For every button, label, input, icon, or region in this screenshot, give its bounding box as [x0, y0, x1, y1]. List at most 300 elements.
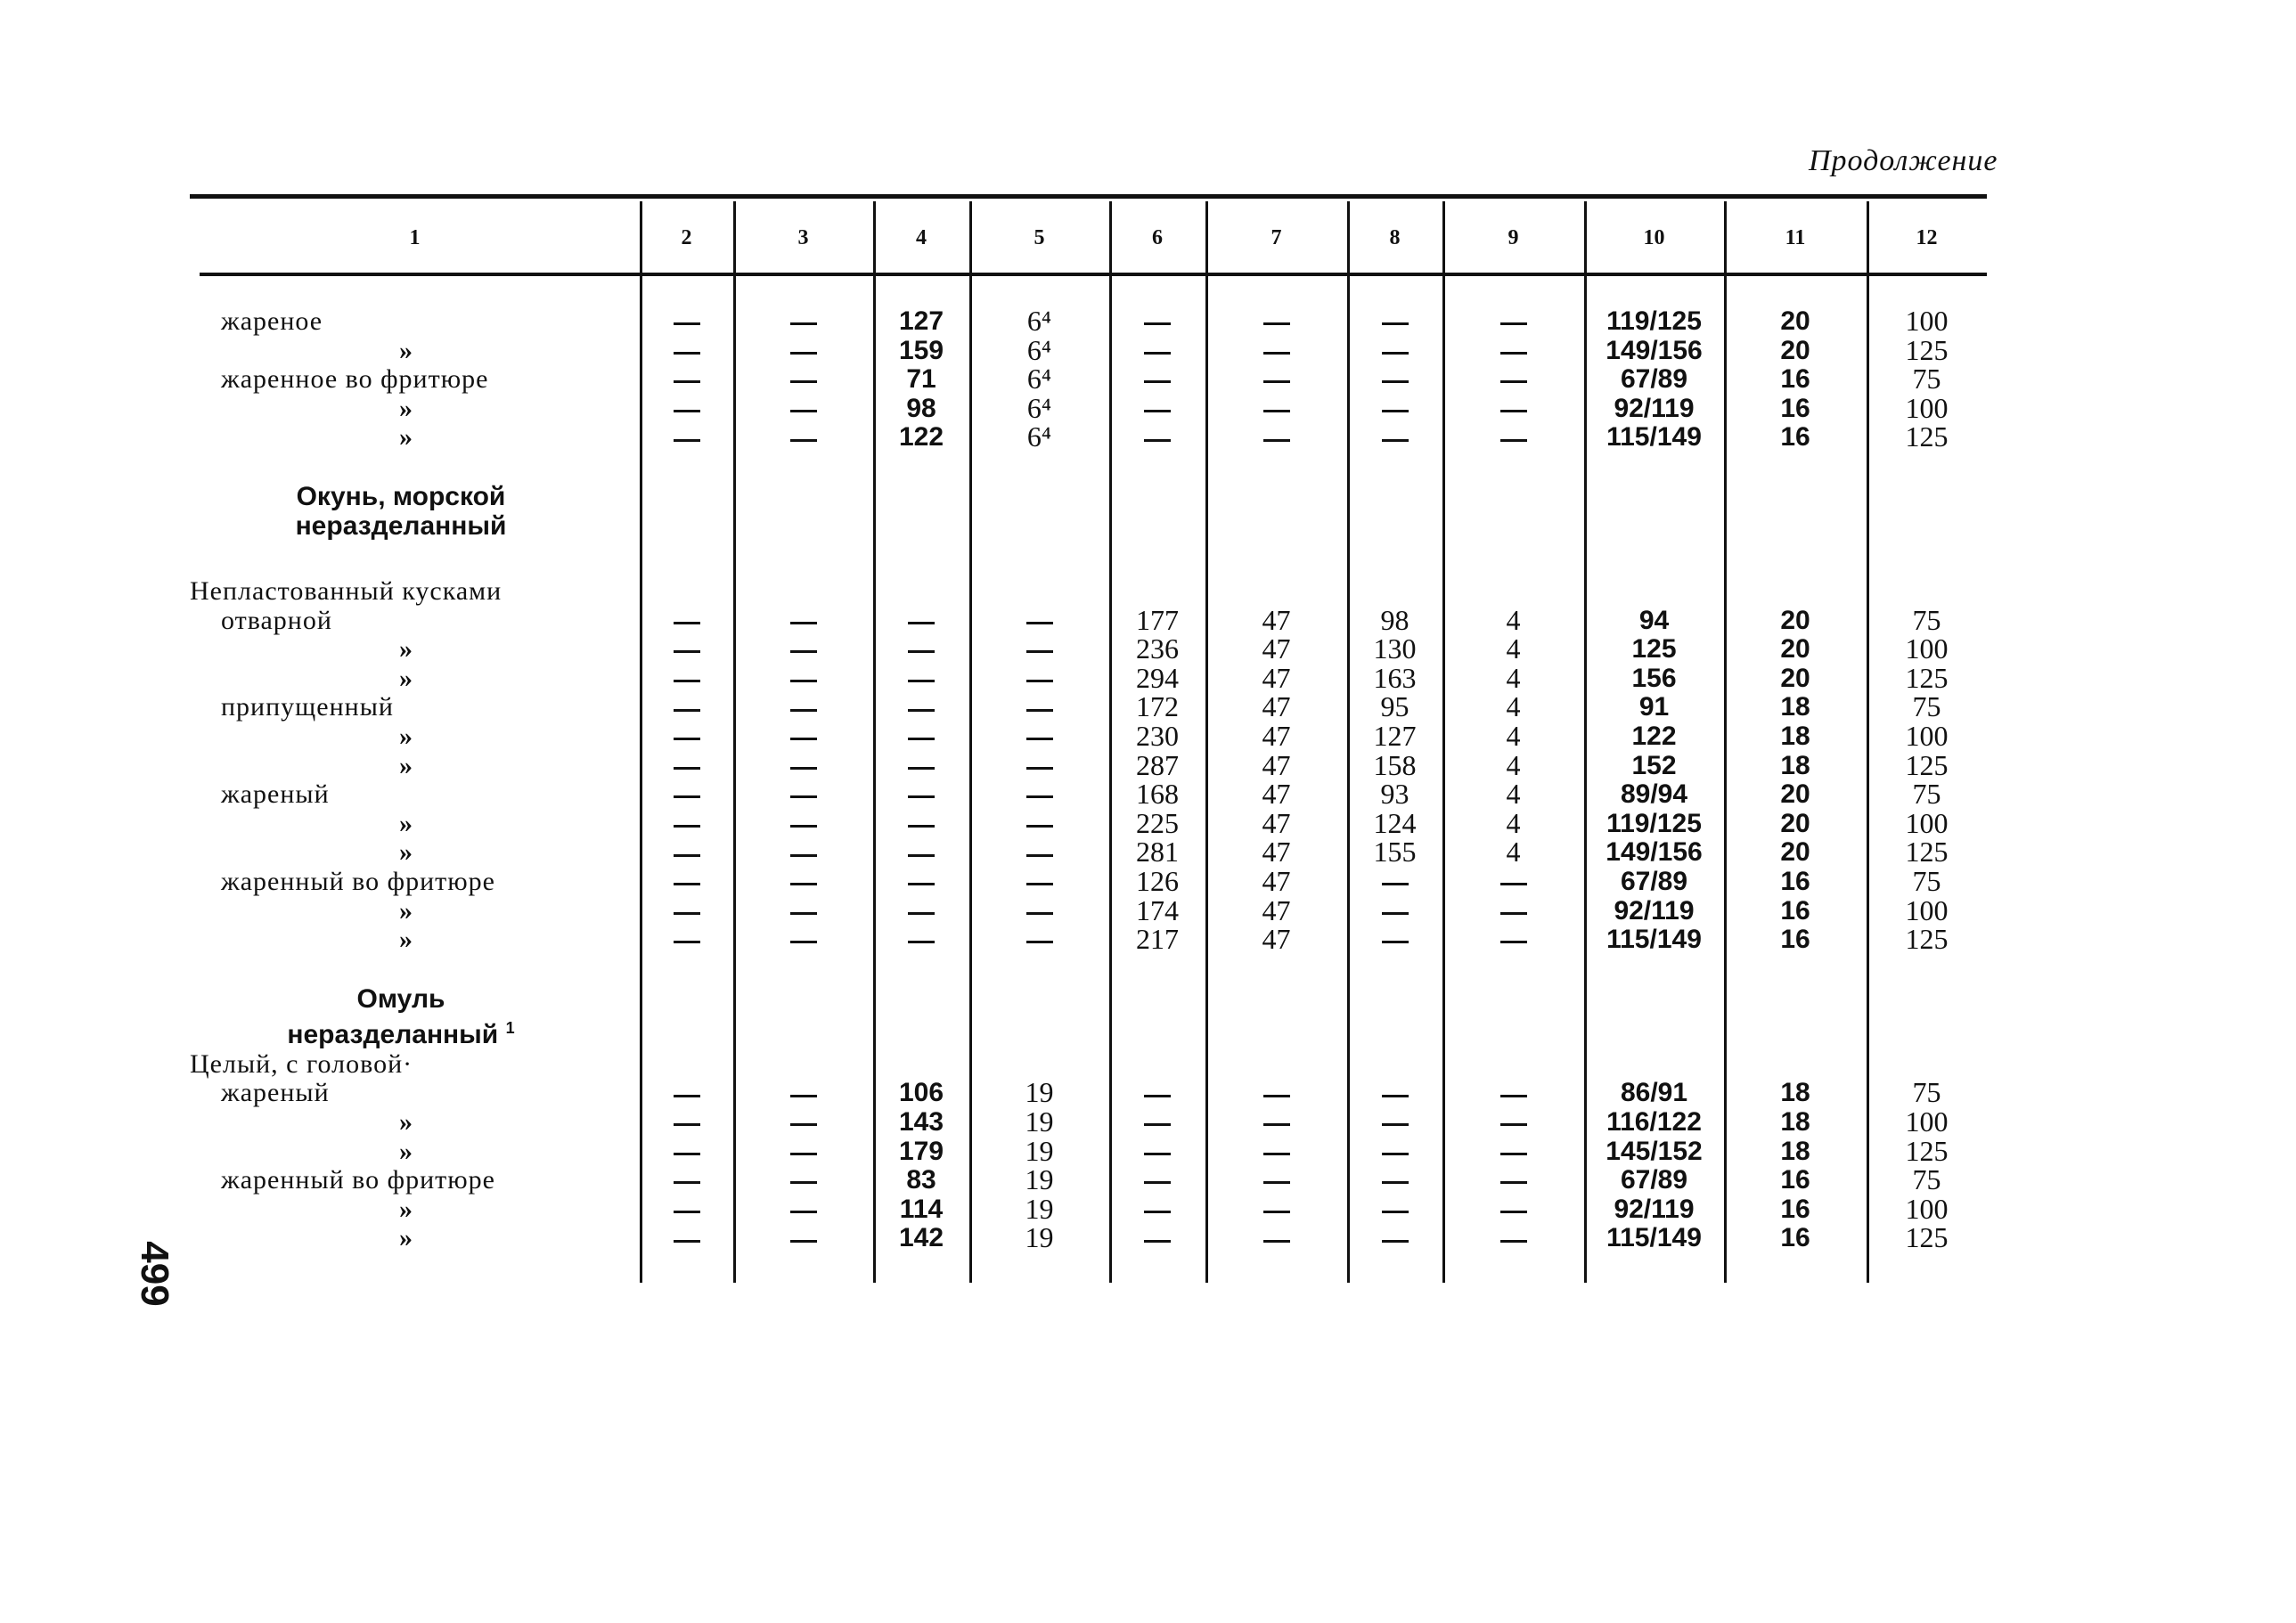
dash-mark: [1500, 352, 1527, 355]
table-cell: [640, 722, 733, 751]
table-cell: [969, 634, 1109, 664]
table-cell: 149/156: [1606, 837, 1703, 868]
dash-mark: [674, 1095, 700, 1097]
dash-mark: [790, 322, 817, 325]
table-cell: [873, 664, 969, 693]
dash-mark: [674, 1211, 700, 1213]
dash-mark: [674, 352, 700, 355]
dash-mark: [1026, 825, 1053, 828]
table-cell: [1109, 336, 1205, 365]
dash-mark: [1144, 439, 1171, 442]
table-cell: 143: [898, 1107, 944, 1137]
table-cell: [1442, 364, 1584, 394]
table-cell: [969, 751, 1109, 780]
table-cell: 179: [898, 1136, 944, 1166]
table-cell: [1442, 336, 1584, 365]
table-cell: 294: [1136, 661, 1179, 694]
dash-mark: [790, 709, 817, 712]
table-cell: 142: [898, 1223, 944, 1253]
table-cell: 217: [1136, 923, 1179, 956]
table-cell: 159: [898, 335, 944, 365]
dash-mark: [790, 825, 817, 828]
table-cell: 4: [1506, 603, 1521, 636]
dash-mark: [674, 322, 700, 325]
dash-mark: [908, 912, 935, 915]
table-cell: 19: [1025, 1192, 1054, 1225]
table-cell: [1205, 306, 1347, 336]
table-cell: [1205, 336, 1347, 365]
section-title-line: Окунь, морской: [296, 482, 506, 511]
dash-mark: [1382, 322, 1409, 325]
dash-mark: [790, 1211, 817, 1213]
dash-mark: [1382, 1123, 1409, 1126]
row-label: припущенный: [221, 692, 394, 722]
table-cell: [969, 779, 1109, 809]
dash-mark: [1263, 380, 1290, 383]
table-cell: [1205, 1137, 1347, 1166]
dash-mark: [1382, 410, 1409, 412]
table-cell: 75: [1912, 778, 1941, 811]
table-cell: [873, 606, 969, 635]
dash-mark: [790, 1181, 817, 1184]
dash-mark: [790, 854, 817, 857]
dash-mark: [1263, 439, 1290, 442]
table-cell: [1109, 422, 1205, 452]
footnote-marker: 1: [505, 1018, 515, 1037]
dash-mark: [1263, 1240, 1290, 1243]
table-cell: 20: [1780, 335, 1810, 365]
dash-mark: [1382, 1153, 1409, 1155]
dash-mark: [674, 380, 700, 383]
dash-mark: [1144, 1211, 1171, 1213]
table-cell: 122: [1631, 722, 1677, 751]
table-cell: [1205, 422, 1347, 452]
dash-mark: [674, 1181, 700, 1184]
table-cell: 47: [1262, 778, 1291, 811]
column-header: 10: [1643, 226, 1665, 249]
column-header: 8: [1389, 226, 1401, 249]
dash-mark: [674, 650, 700, 653]
table-cell: [1109, 1107, 1205, 1137]
table-cell: 100: [1905, 720, 1949, 752]
table-cell: 20: [1780, 837, 1810, 868]
header-rule: [200, 273, 1987, 276]
table-cell: 4: [1506, 836, 1521, 869]
dash-mark: [1382, 380, 1409, 383]
table-cell: 47: [1262, 690, 1291, 723]
table-cell: [640, 394, 733, 423]
table-cell: 89/94: [1620, 779, 1688, 810]
table-cell: [640, 336, 733, 365]
dash-mark: [1026, 680, 1053, 682]
table-cell: 75: [1912, 690, 1941, 723]
dash-mark: [1026, 767, 1053, 770]
table-cell: [733, 606, 873, 635]
table-cell: [640, 1165, 733, 1195]
table-cell: 156: [1631, 663, 1677, 693]
dash-mark: [1382, 1211, 1409, 1213]
table-cell: [1109, 364, 1205, 394]
table-cell: 18: [1780, 722, 1810, 751]
table-cell: 19: [1025, 1221, 1054, 1254]
table-cell: 100: [1905, 1192, 1949, 1225]
table-cell: [733, 809, 873, 838]
table-cell: [1347, 364, 1442, 394]
table-cell: [733, 751, 873, 780]
table-cell: [969, 896, 1109, 926]
table-cell: 20: [1780, 634, 1810, 665]
table-cell: [873, 751, 969, 780]
dash-mark: [1026, 912, 1053, 915]
table-cell: 125: [1905, 420, 1949, 453]
table-cell: 92/119: [1614, 1194, 1695, 1224]
table-cell: [1347, 867, 1442, 896]
table-cell: 18: [1780, 1136, 1810, 1166]
dash-mark: [1382, 941, 1409, 943]
table-cell: 6⁴: [1026, 333, 1052, 366]
table-cell: [1109, 1165, 1205, 1195]
table-cell: [1442, 1107, 1584, 1137]
table-cell: 122: [898, 422, 944, 453]
dash-mark: [1144, 352, 1171, 355]
dash-mark: [1500, 322, 1527, 325]
dash-mark: [790, 410, 817, 412]
dash-mark: [674, 1153, 700, 1155]
table-cell: 116/122: [1606, 1107, 1702, 1137]
section-title-line: неразделанный: [295, 511, 507, 541]
row-label: »: [399, 750, 413, 780]
table-cell: [873, 925, 969, 954]
dash-mark: [674, 709, 700, 712]
table-cell: 4: [1506, 690, 1521, 723]
table-cell: 75: [1912, 1076, 1941, 1109]
table-cell: [733, 422, 873, 452]
dash-mark: [1382, 1240, 1409, 1243]
table-cell: 230: [1136, 720, 1179, 752]
row-label: жареный: [221, 1078, 330, 1108]
dash-mark: [1026, 709, 1053, 712]
table-cell: 125: [1905, 748, 1949, 781]
dash-mark: [674, 680, 700, 682]
column-header: 6: [1152, 226, 1163, 249]
table-cell: 100: [1905, 632, 1949, 665]
row-label: »: [399, 335, 413, 365]
table-cell: [1347, 1223, 1442, 1252]
dash-mark: [790, 650, 817, 653]
row-label: »: [399, 837, 413, 868]
dash-mark: [1144, 1240, 1171, 1243]
table-cell: [1347, 306, 1442, 336]
row-label: отварной: [221, 605, 332, 635]
row-label: жаренное во фритюре: [221, 364, 489, 395]
table-cell: [1109, 394, 1205, 423]
table-cell: [640, 809, 733, 838]
dash-mark: [674, 912, 700, 915]
table-cell: [1347, 394, 1442, 423]
table-cell: 225: [1136, 806, 1179, 839]
dash-mark: [674, 825, 700, 828]
table-cell: [1442, 896, 1584, 926]
table-cell: 287: [1136, 748, 1179, 781]
dash-mark: [1144, 1181, 1171, 1184]
table-cell: 119/125: [1606, 306, 1702, 336]
continuation-label: Продолжение: [1809, 144, 1998, 177]
table-cell: [640, 1137, 733, 1166]
dash-mark: [674, 738, 700, 740]
table-cell: 16: [1780, 1223, 1810, 1253]
row-group-intro: Целый, с головой·: [190, 1048, 413, 1079]
table-cell: 125: [1905, 1134, 1949, 1167]
section-title-line: Омуль неразделанный $^1$: [287, 983, 515, 1049]
row-label: жареное: [221, 306, 323, 336]
table-cell: [1109, 1137, 1205, 1166]
table-cell: 47: [1262, 893, 1291, 926]
table-cell: [640, 925, 733, 954]
section-title: [258, 984, 543, 1049]
table-cell: 47: [1262, 865, 1291, 897]
table-cell: [1347, 422, 1442, 452]
table-cell: 6⁴: [1026, 363, 1052, 396]
table-cell: [733, 1165, 873, 1195]
table-cell: 16: [1780, 925, 1810, 955]
dash-mark: [1026, 854, 1053, 857]
table-cell: 47: [1262, 720, 1291, 752]
dash-mark: [790, 738, 817, 740]
table-cell: [1442, 1137, 1584, 1166]
table-cell: [640, 779, 733, 809]
dash-mark: [1263, 1095, 1290, 1097]
table-cell: [1442, 422, 1584, 452]
table-cell: 83: [906, 1165, 936, 1195]
dash-mark: [1144, 1153, 1171, 1155]
table-cell: 168: [1136, 778, 1179, 811]
section-title: [258, 482, 543, 541]
table-cell: 19: [1025, 1134, 1054, 1167]
table-cell: [873, 809, 969, 838]
table-cell: 75: [1912, 603, 1941, 636]
dash-mark: [1263, 410, 1290, 412]
dash-mark: [1500, 1211, 1527, 1213]
table-cell: 75: [1912, 1163, 1941, 1196]
table-cell: 6⁴: [1026, 420, 1052, 453]
dash-mark: [674, 941, 700, 943]
dash-mark: [1026, 738, 1053, 740]
dash-mark: [908, 825, 935, 828]
table-cell: [1442, 306, 1584, 336]
table-cell: 4: [1506, 661, 1521, 694]
dash-mark: [1144, 1095, 1171, 1097]
dash-mark: [908, 622, 935, 624]
table-cell: [969, 722, 1109, 751]
table-cell: 172: [1136, 690, 1179, 723]
table-cell: [1205, 1165, 1347, 1195]
table-cell: 100: [1905, 893, 1949, 926]
table-cell: [1442, 1223, 1584, 1252]
row-label: »: [399, 1194, 413, 1224]
dash-mark: [1382, 883, 1409, 885]
table-cell: 93: [1380, 778, 1409, 811]
dash-mark: [908, 795, 935, 798]
table-cell: [733, 722, 873, 751]
table-cell: [1442, 1195, 1584, 1224]
dash-mark: [908, 883, 935, 885]
dash-mark: [674, 410, 700, 412]
table-cell: 67/89: [1620, 1165, 1688, 1195]
table-cell: [733, 896, 873, 926]
dash-mark: [908, 650, 935, 653]
table-cell: 47: [1262, 923, 1291, 956]
dash-mark: [790, 1095, 817, 1097]
dash-mark: [1500, 1240, 1527, 1243]
table-cell: [1347, 896, 1442, 926]
column-header: 11: [1785, 226, 1806, 249]
table-cell: [969, 606, 1109, 635]
table-cell: [1347, 1107, 1442, 1137]
table-cell: 19: [1025, 1163, 1054, 1196]
table-cell: 6⁴: [1026, 391, 1052, 424]
table-cell: [1347, 1195, 1442, 1224]
table-cell: [1347, 1137, 1442, 1166]
table-cell: 92/119: [1614, 393, 1695, 423]
table-cell: [733, 1137, 873, 1166]
dash-mark: [1263, 322, 1290, 325]
row-label: »: [399, 663, 413, 693]
table-cell: 18: [1780, 692, 1810, 722]
table-cell: 16: [1780, 393, 1810, 423]
table-cell: 100: [1905, 1105, 1949, 1138]
dash-mark: [1500, 941, 1527, 943]
row-label: »: [399, 422, 413, 453]
table-cell: 236: [1136, 632, 1179, 665]
table-cell: [1442, 925, 1584, 954]
table-cell: [1205, 364, 1347, 394]
table-cell: [733, 306, 873, 336]
dash-mark: [674, 1240, 700, 1243]
dash-mark: [790, 352, 817, 355]
table-cell: [1109, 1223, 1205, 1252]
dash-mark: [1500, 883, 1527, 885]
table-cell: [873, 634, 969, 664]
table-cell: [1205, 1223, 1347, 1252]
row-label: »: [399, 1107, 413, 1137]
table-cell: 4: [1506, 720, 1521, 752]
dash-mark: [1500, 439, 1527, 442]
table-cell: [640, 606, 733, 635]
table-cell: [640, 422, 733, 452]
dash-mark: [674, 767, 700, 770]
table-cell: [640, 634, 733, 664]
table-cell: 18: [1780, 1107, 1810, 1137]
column-header: 9: [1508, 226, 1519, 249]
table-cell: 75: [1912, 363, 1941, 396]
table-cell: [969, 664, 1109, 693]
table-cell: [733, 1223, 873, 1252]
table-cell: [1205, 1078, 1347, 1107]
table-cell: 281: [1136, 836, 1179, 869]
table-cell: 4: [1506, 632, 1521, 665]
table-cell: [1109, 1078, 1205, 1107]
table-cell: 152: [1631, 750, 1677, 780]
dash-mark: [1500, 912, 1527, 915]
dash-mark: [908, 767, 935, 770]
table-cell: 18: [1780, 750, 1810, 780]
dash-mark: [1500, 1095, 1527, 1097]
table-cell: 127: [898, 306, 944, 336]
table-cell: 20: [1780, 605, 1810, 635]
table-cell: 16: [1780, 422, 1810, 453]
table-cell: [873, 722, 969, 751]
table-cell: [873, 837, 969, 867]
table-cell: [733, 779, 873, 809]
table-cell: 4: [1506, 806, 1521, 839]
dash-mark: [1263, 1181, 1290, 1184]
table-cell: [640, 896, 733, 926]
table-cell: [640, 867, 733, 896]
dash-mark: [1026, 795, 1053, 798]
column-header: 5: [1034, 226, 1045, 249]
table-cell: [1205, 1107, 1347, 1137]
dash-mark: [1144, 1123, 1171, 1126]
row-label: »: [399, 634, 413, 665]
table-cell: [640, 664, 733, 693]
dash-mark: [908, 941, 935, 943]
table-cell: 174: [1136, 893, 1179, 926]
table-cell: 98: [906, 393, 936, 423]
table-cell: [969, 925, 1109, 954]
table-cell: [1205, 1195, 1347, 1224]
table-cell: 47: [1262, 661, 1291, 694]
column-header: 12: [1916, 226, 1938, 249]
dash-mark: [1382, 439, 1409, 442]
column-header: 7: [1271, 226, 1282, 249]
table-cell: 20: [1780, 306, 1810, 336]
table-cell: 47: [1262, 748, 1291, 781]
dash-mark: [674, 439, 700, 442]
table-cell: 145/152: [1606, 1136, 1703, 1166]
table-cell: 20: [1780, 663, 1810, 693]
table-cell: [1347, 1165, 1442, 1195]
table-cell: 106: [898, 1078, 944, 1108]
table-cell: 114: [899, 1194, 944, 1224]
table-cell: [733, 692, 873, 722]
dash-mark: [1500, 1153, 1527, 1155]
table-cell: [969, 809, 1109, 838]
table-cell: 75: [1912, 865, 1941, 897]
dash-mark: [1500, 410, 1527, 412]
row-label: »: [399, 895, 413, 926]
row-label: жаренный во фритюре: [221, 867, 495, 896]
table-cell: 19: [1025, 1105, 1054, 1138]
dash-mark: [790, 883, 817, 885]
table-cell: 98: [1380, 603, 1409, 636]
dash-mark: [1500, 1123, 1527, 1126]
table-cell: 124: [1373, 806, 1417, 839]
row-group-intro: Непластованный кусками: [190, 576, 503, 606]
dash-mark: [790, 680, 817, 682]
column-header: 1: [409, 226, 421, 249]
table-cell: 20: [1780, 779, 1810, 810]
table-cell: 149/156: [1606, 335, 1703, 365]
dash-mark: [1382, 1095, 1409, 1097]
table-cell: [640, 1107, 733, 1137]
table-cell: 16: [1780, 895, 1810, 926]
dash-mark: [674, 1123, 700, 1126]
table-cell: 67/89: [1620, 364, 1688, 395]
table-cell: [873, 867, 969, 896]
table-cell: 95: [1380, 690, 1409, 723]
table-cell: 4: [1506, 748, 1521, 781]
table-cell: [733, 1107, 873, 1137]
